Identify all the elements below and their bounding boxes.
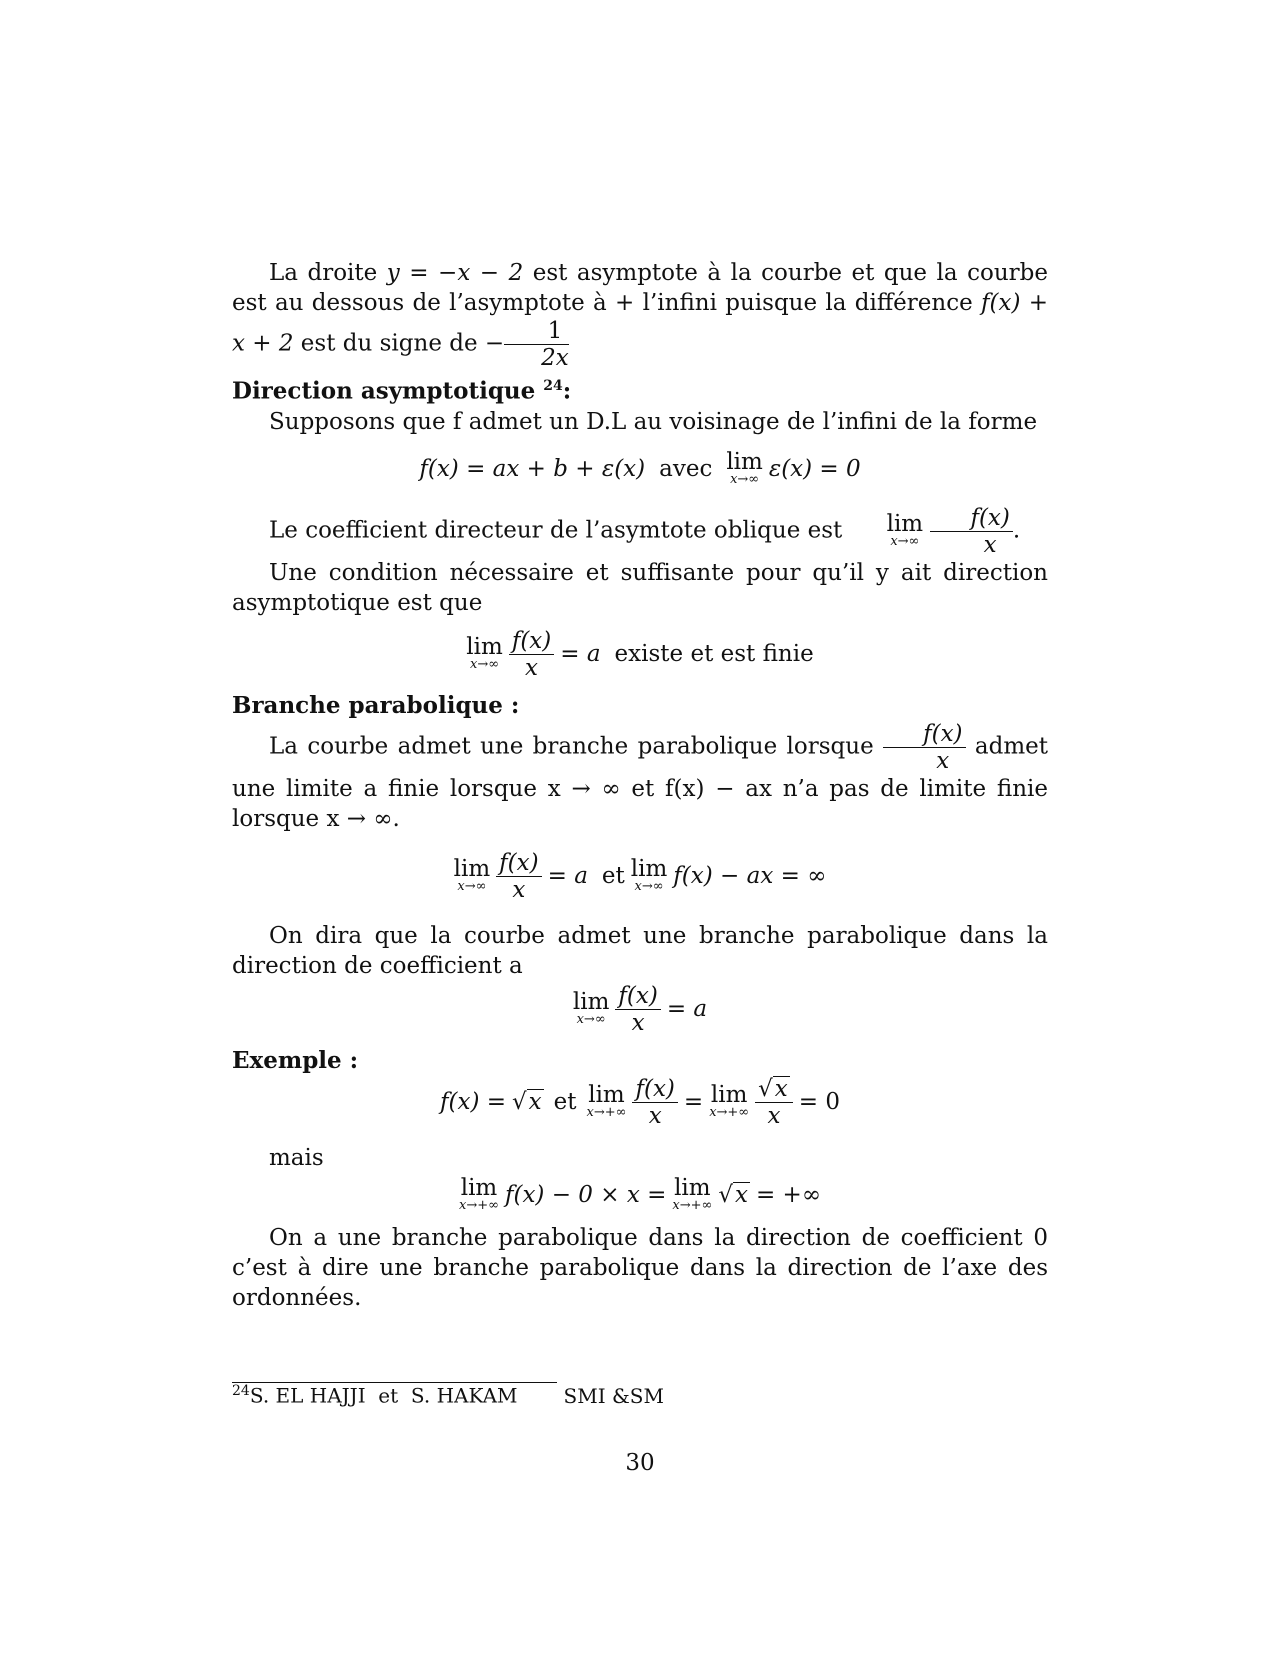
text: La droite (269, 260, 387, 286)
equation-condition: lim x→∞ $\frac{f(x)}{x}$ = a existe et est finie (466, 627, 814, 681)
fraction: $\frac{1}{2x}$ (504, 318, 569, 371)
heading-branche-parabolique: Branche parabolique : (232, 691, 520, 719)
limit: lim x→∞ (886, 511, 924, 550)
footnote-mark: 24 (543, 378, 563, 394)
math-inline: f(x) + x + 2 (232, 290, 1048, 357)
page-body (232, 258, 1048, 1313)
equation-branche: lim x→∞ $\frac{f(x)}{x}$ = a et lim x→∞ f(x) − ax = ∞ (453, 849, 827, 903)
paragraph-asymptote (232, 258, 1048, 371)
text: est asymptote à la courbe et que la courbe est au dessous de l’asymptote à + l’infini puisque la différence (232, 260, 1048, 316)
math-inline: y = −x − 2 (386, 260, 524, 286)
footnote: $^{24}$S. EL HAJJI et S. HAKAM SMI &SM (232, 1383, 664, 1408)
text: est du signe de (293, 330, 485, 357)
paragraph-coefficient: Le coefficient directeur de l’asymtote oblique est lim x→∞ $\frac{f(x)}{x}$ . (269, 504, 1021, 558)
paragraph-suppose: Supposons que f admet un D.L au voisinage de l’infini de la forme (269, 408, 1038, 435)
minus-sign: − (484, 330, 505, 357)
equation-example-1: f(x) = √x et lim x→+∞ $\frac{f(x)}{x}$ = lim x→+∞ $\frac{√x}{x}$ = 0 (440, 1075, 840, 1129)
paragraph-conclusion: On a une branche parabolique dans la direction de coefficient 0 c’est à dire une branche parabolique dans la direction de l’axe des ordonnées. (232, 1224, 1048, 1311)
heading-direction-asymptotique: Direction asymptotique $^{24}$: (232, 377, 572, 405)
heading-exemple: Exemple : (232, 1046, 359, 1074)
equation-example-2: lim x→+∞ f(x) − 0 × x = lim x→+∞ √x = +∞ (459, 1174, 821, 1213)
fraction: $\frac{f(x)}{x}$ (930, 505, 1012, 558)
limit: lim x→∞ (726, 448, 763, 487)
paragraph-branche: La courbe admet une branche parabolique lorsque $\frac{f(x)}{x}$ admet une limite a finie lorsque x → ∞ et f(x) − ax n’a pas de limite finie lorsque x → ∞. (232, 720, 1048, 832)
paragraph-direction: On dira que la courbe admet une branche parabolique dans la direction de coefficient a (232, 922, 1048, 979)
equation-dl: f(x) = ax + b + ε(x) avec lim x→∞ ε(x) = 0 (419, 448, 861, 487)
text-mais: mais (269, 1144, 324, 1171)
page-number: 30 (625, 1450, 655, 1476)
paragraph-condition: Une condition nécessaire et suffisante pour qu’il y ait direction asymptotique est que (232, 559, 1048, 616)
equation-coefficient: lim x→∞ $\frac{f(x)}{x}$ = a (572, 982, 708, 1036)
sqrt-symbol: √ (512, 1089, 527, 1116)
